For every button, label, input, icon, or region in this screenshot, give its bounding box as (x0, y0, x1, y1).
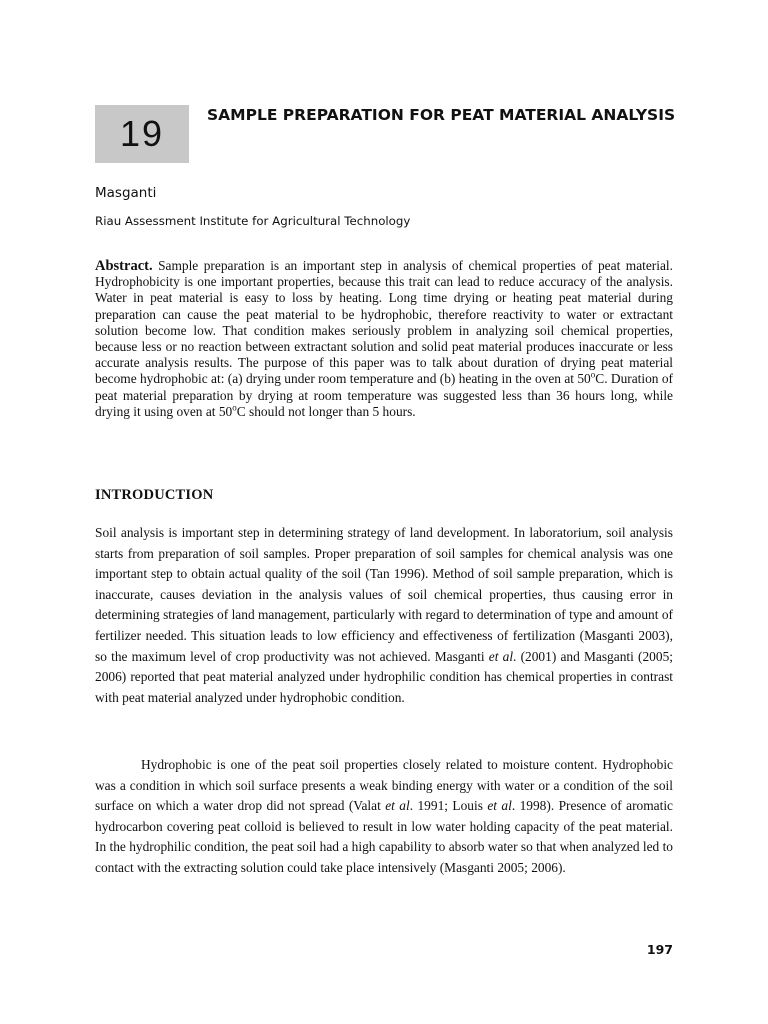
introduction-paragraph-2 (95, 755, 673, 879)
author-name: Masganti (95, 185, 157, 201)
intro-p2-text-b: . 1991; Louis (409, 798, 488, 814)
abstract-text-2: C. Duration of peat material preparation by drying at room temperature was suggested less than 36 hours long, while drying it using oven at 50 (95, 371, 674, 419)
degree-superscript-2: o (232, 402, 237, 413)
intro-p1-et-al: et al (488, 648, 514, 664)
abstract-label: Abstract. (95, 258, 153, 274)
intro-p2-text-c: . 1998). Presence of aromatic hydrocarbon covering peat colloid is believed to result in low water holding capacity of the peat material. In the hydrophilic condition, the peat soil had a high capability to absorb water so that when analyzed led to contact with the extracting solution could take place intensively (Masganti 2005; 2006). (95, 798, 673, 875)
abstract-text-1: Sample preparation is an important step in analysis of chemical properties of peat material. Hydrophobicity is one important properties, because this trait can lead to reduce accuracy of the analysis. Water in peat material is easy to loss by heating. Long time drying or heating peat material during preparation can cause the peat material to be hydrophobic, therefore reactivity to water or extractant solution become low. That condition makes seriously problem in analyzing soil chemical properties, because less or no reaction between extractant solution and solid peat material produces inaccurate or less accurate analysis results. The purpose of this paper was to talk about duration of drying peat material become hydrophobic at: (a) drying under room temperature and (b) heating in the oven at 50 (95, 258, 673, 387)
introduction-heading: INTRODUCTION (95, 487, 214, 503)
degree-superscript-1: o (590, 369, 596, 380)
page-number: 197 (646, 942, 673, 957)
intro-p2-text-a: Hydrophobic is one of the peat soil properties closely related to moisture content. Hydrophobic was a condition in which soil surface presents a weak binding energy with water or a condition of the soil surface on which a water drop did not spread (Valat (95, 757, 673, 814)
intro-p1-text-a: Soil analysis is important step in determining strategy of land development. In laboratorium, soil analysis starts from preparation of soil samples. Proper preparation of soil samples for chemical analysis was one important step to obtain actual quality of the soil (Tan 1996). Method of soil sample preparation, which is inaccurate, causes deviation in the analysis values of soil chemical properties, thus causing error in determining strategies of land management, particularly with regard to determination of type and amount of fertilizer needed. This situation leads to low efficiency and effectiveness of fertilization (Masganti 2003), so the maximum level of crop productivity was not achieved. Masganti (95, 525, 673, 664)
intro-p1-text-b: . (2001) and Masganti (2005; 2006) reported that peat material analyzed under hydrophilic condition has chemical properties in contrast with peat material analyzed under hydrophobic condition. (95, 648, 673, 705)
abstract-text-3: C should not longer than 5 hours. (236, 403, 416, 419)
abstract-paragraph (95, 258, 673, 420)
intro-p2-et-al-2: et al (487, 798, 512, 814)
intro-p2-et-al-1: et al (385, 798, 410, 814)
author-affiliation: Riau Assessment Institute for Agricultural Technology (95, 214, 411, 228)
introduction-paragraph-1 (95, 523, 673, 708)
chapter-number: 19 (119, 113, 165, 154)
chapter-title: SAMPLE PREPARATION FOR PEAT MATERIAL ANALYSIS (207, 106, 676, 124)
chapter-number-box (95, 105, 189, 163)
